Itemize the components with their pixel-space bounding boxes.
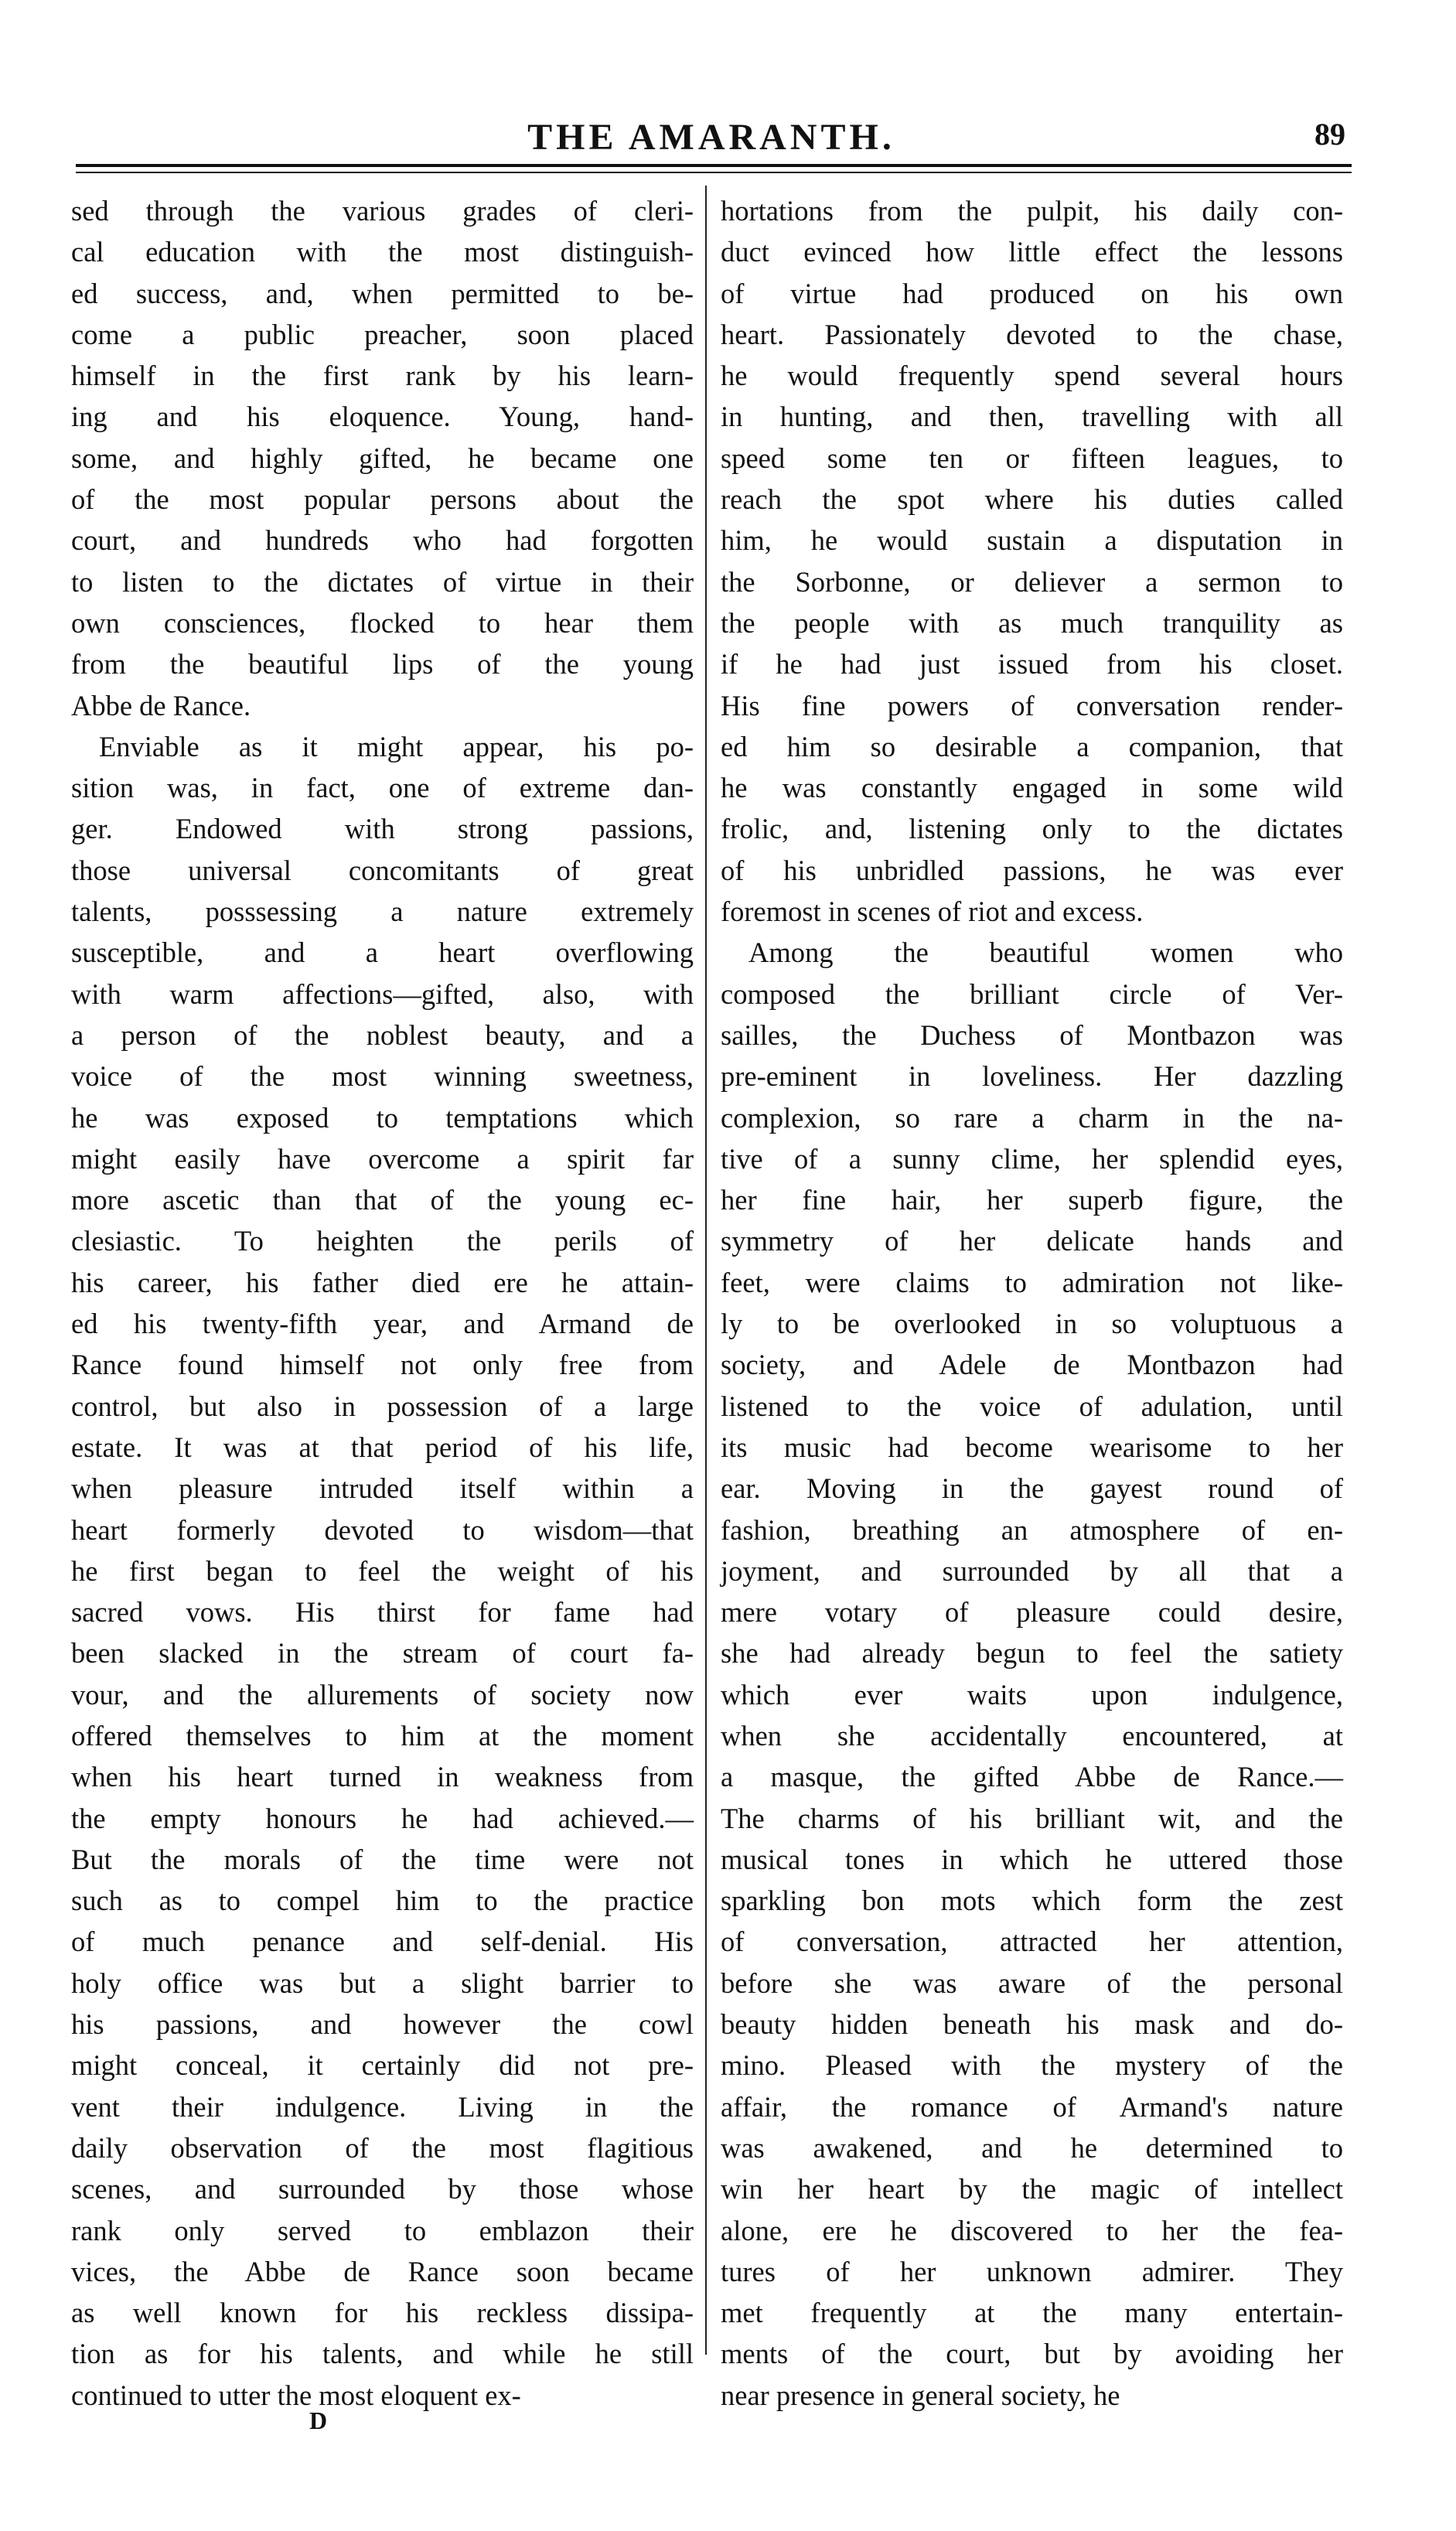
text-line: tive of a sunny clime, her splendid eyes,	[721, 1142, 1343, 1175]
text-line: reach the spot where his duties called	[721, 483, 1343, 516]
text-line: she had already begun to feel the satiety	[721, 1637, 1343, 1670]
page-number: 89	[1314, 117, 1345, 152]
text-line: But the morals of the time were not	[71, 1843, 694, 1875]
text-line: heart. Passionately devoted to the chase,	[721, 318, 1343, 350]
text-line: of virtue had produced on his own	[721, 277, 1343, 309]
text-line: estate. It was at that period of his life,	[71, 1431, 694, 1463]
text-line: listened to the voice of adulation, until	[721, 1390, 1343, 1422]
text-line: mino. Pleased with the mystery of the	[721, 2049, 1343, 2082]
text-line: mere votary of pleasure could desire,	[721, 1596, 1343, 1629]
text-line: before she was aware of the personal	[721, 1966, 1343, 1999]
text-line: himself in the first rank by his learn-	[71, 360, 694, 392]
text-line: a masque, the gifted Abbe de Rance.—	[721, 1761, 1343, 1793]
text-line: the people with as much tranquility as	[721, 606, 1343, 639]
column-divider	[705, 186, 707, 2355]
text-line: tures of her unknown admirer. They	[721, 2255, 1343, 2287]
text-line: ing and his eloquence. Young, hand-	[71, 401, 694, 433]
text-line: ments of the court, but by avoiding her	[721, 2338, 1343, 2370]
text-line: alone, ere he discovered to her the fea-	[721, 2214, 1343, 2246]
text-line: Enviable as it might appear, his po-	[99, 730, 694, 762]
text-line: with warm affections—gifted, also, with	[71, 977, 694, 1010]
text-line: as well known for his reckless dissipa-	[71, 2297, 694, 2329]
text-line: of the most popular persons about the	[71, 483, 694, 516]
text-line: might conceal, it certainly did not pre-	[71, 2049, 694, 2082]
text-line: joyment, and surrounded by all that a	[721, 1554, 1343, 1587]
text-line: sed through the various grades of cleri-	[71, 195, 694, 227]
text-line: those universal concomitants of great	[71, 854, 694, 886]
text-line: if he had just issued from his closet.	[721, 648, 1343, 681]
text-line: some, and highly gifted, he became one	[71, 442, 694, 474]
text-line: tion as for his talents, and while he still	[71, 2338, 694, 2370]
text-line: sparkling bon mots which form the zest	[721, 1885, 1343, 1917]
text-line: he would frequently spend several hours	[721, 360, 1343, 392]
text-line: vour, and the allurements of society now	[71, 1678, 694, 1711]
text-line: symmetry of her delicate hands and	[721, 1225, 1343, 1257]
text-line: of conversation, attracted her attention,	[721, 1926, 1343, 1958]
text-line: Rance found himself not only free from	[71, 1349, 694, 1381]
text-line: come a public preacher, soon placed	[71, 318, 694, 350]
text-line: continued to utter the most eloquent ex-	[71, 2379, 521, 2411]
text-line: of much penance and self-denial. His	[71, 1926, 694, 1958]
text-line: rank only served to emblazon their	[71, 2214, 694, 2246]
text-line: holy office was but a slight barrier to	[71, 1966, 694, 1999]
text-line: ly to be overlooked in so voluptuous a	[721, 1308, 1343, 1340]
text-line: musical tones in which he uttered those	[721, 1843, 1343, 1875]
text-line: duct evinced how little effect the lessons	[721, 236, 1343, 268]
text-line: voice of the most winning sweetness,	[71, 1060, 694, 1093]
text-line: cal education with the most distinguish-	[71, 236, 694, 268]
text-line: susceptible, and a heart overflowing	[71, 936, 694, 969]
text-line: His fine powers of conversation render-	[721, 689, 1343, 721]
text-line: ed success, and, when permitted to be-	[71, 277, 694, 309]
paragraph	[71, 190, 694, 726]
text-line: his career, his father died ere he attain-	[71, 1266, 694, 1298]
text-line: frolic, and, listening only to the dictates	[721, 813, 1343, 845]
text-line: scenes, and surrounded by those whose	[71, 2173, 694, 2205]
text-line: affair, the romance of Armand's nature	[721, 2090, 1343, 2123]
paragraph	[71, 726, 694, 2416]
text-line: vices, the Abbe de Rance soon became	[71, 2255, 694, 2287]
text-line: to listen to the dictates of virtue in their	[71, 565, 694, 598]
text-line: near presence in general society, he	[721, 2379, 1120, 2411]
header-rule-thick	[76, 164, 1352, 167]
text-line: been slacked in the stream of court fa-	[71, 1637, 694, 1670]
text-line: when she accidentally encountered, at	[721, 1719, 1343, 1752]
text-line: her fine hair, her superb figure, the	[721, 1184, 1343, 1216]
text-line: of his unbridled passions, he was ever	[721, 854, 1343, 886]
text-line: met frequently at the many entertain-	[721, 2297, 1343, 2329]
right-column	[721, 190, 1343, 2416]
text-line: the empty honours he had achieved.—	[71, 1802, 694, 1834]
text-line: court, and hundreds who had forgotten	[71, 524, 694, 557]
page-title: THE AMARANTH.	[527, 117, 895, 158]
text-line: society, and Adele de Montbazon had	[721, 1349, 1343, 1381]
text-line: daily observation of the most flagitious	[71, 2131, 694, 2164]
text-line: complexion, so rare a charm in the na-	[721, 1101, 1343, 1134]
text-line: he was constantly engaged in some wild	[721, 772, 1343, 804]
text-line: ed his twenty-fifth year, and Armand de	[71, 1308, 694, 1340]
text-line: might easily have overcome a spirit far	[71, 1142, 694, 1175]
paragraph	[721, 190, 1343, 932]
text-line: from the beautiful lips of the young	[71, 648, 694, 681]
text-line: vent their indulgence. Living in the	[71, 2090, 694, 2123]
text-line: control, but also in possession of a large	[71, 1390, 694, 1422]
text-line: him, he would sustain a disputation in	[721, 524, 1343, 557]
text-line: heart formerly devoted to wisdom—that	[71, 1513, 694, 1546]
text-line: hortations from the pulpit, his daily con-	[721, 195, 1343, 227]
text-line: was awakened, and he determined to	[721, 2131, 1343, 2164]
text-line: win her heart by the magic of intellect	[721, 2173, 1343, 2205]
text-line: The charms of his brilliant wit, and the	[721, 1802, 1343, 1834]
left-column	[71, 190, 694, 2416]
text-line: he first began to feel the weight of his	[71, 1554, 694, 1587]
text-line: the Sorbonne, or deliever a sermon to	[721, 565, 1343, 598]
header-rule-thin	[76, 172, 1352, 173]
text-line: foremost in scenes of riot and excess.	[721, 895, 1144, 928]
signature-mark: D	[309, 2406, 328, 2434]
text-line: when pleasure intruded itself within a	[71, 1472, 694, 1505]
text-line: his passions, and however the cowl	[71, 2008, 694, 2041]
text-line: pre-eminent in loveliness. Her dazzling	[721, 1060, 1343, 1093]
text-line: sailles, the Duchess of Montbazon was	[721, 1018, 1343, 1051]
text-line: offered themselves to him at the moment	[71, 1719, 694, 1752]
text-line: talents, posssessing a nature extremely	[71, 895, 694, 928]
text-line: in hunting, and then, travelling with all	[721, 401, 1343, 433]
text-line: ed him so desirable a companion, that	[721, 730, 1343, 762]
text-line: composed the brilliant circle of Ver-	[721, 977, 1343, 1010]
text-line: a person of the noblest beauty, and a	[71, 1018, 694, 1051]
text-line: speed some ten or fifteen leagues, to	[721, 442, 1343, 474]
text-line: Among the beautiful women who	[748, 936, 1343, 969]
text-line: sacred vows. His thirst for fame had	[71, 1596, 694, 1629]
text-line: he was exposed to temptations which	[71, 1101, 694, 1134]
text-line: Abbe de Rance.	[71, 689, 251, 721]
text-line: its music had become wearisome to her	[721, 1431, 1343, 1463]
text-line: when his heart turned in weakness from	[71, 1761, 694, 1793]
text-line: own consciences, flocked to hear them	[71, 606, 694, 639]
text-line: sition was, in fact, one of extreme dan-	[71, 772, 694, 804]
text-line: fashion, breathing an atmosphere of en-	[721, 1513, 1343, 1546]
text-line: ear. Moving in the gayest round of	[721, 1472, 1343, 1505]
text-line: clesiastic. To heighten the perils of	[71, 1225, 694, 1257]
text-line: ger. Endowed with strong passions,	[71, 813, 694, 845]
paragraph	[721, 932, 1343, 2416]
text-line: feet, were claims to admiration not like-	[721, 1266, 1343, 1298]
running-head	[77, 116, 1345, 162]
text-line: which ever waits upon indulgence,	[721, 1678, 1343, 1711]
text-line: more ascetic than that of the young ec-	[71, 1184, 694, 1216]
text-line: such as to compel him to the practice	[71, 1885, 694, 1917]
text-line: beauty hidden beneath his mask and do-	[721, 2008, 1343, 2041]
